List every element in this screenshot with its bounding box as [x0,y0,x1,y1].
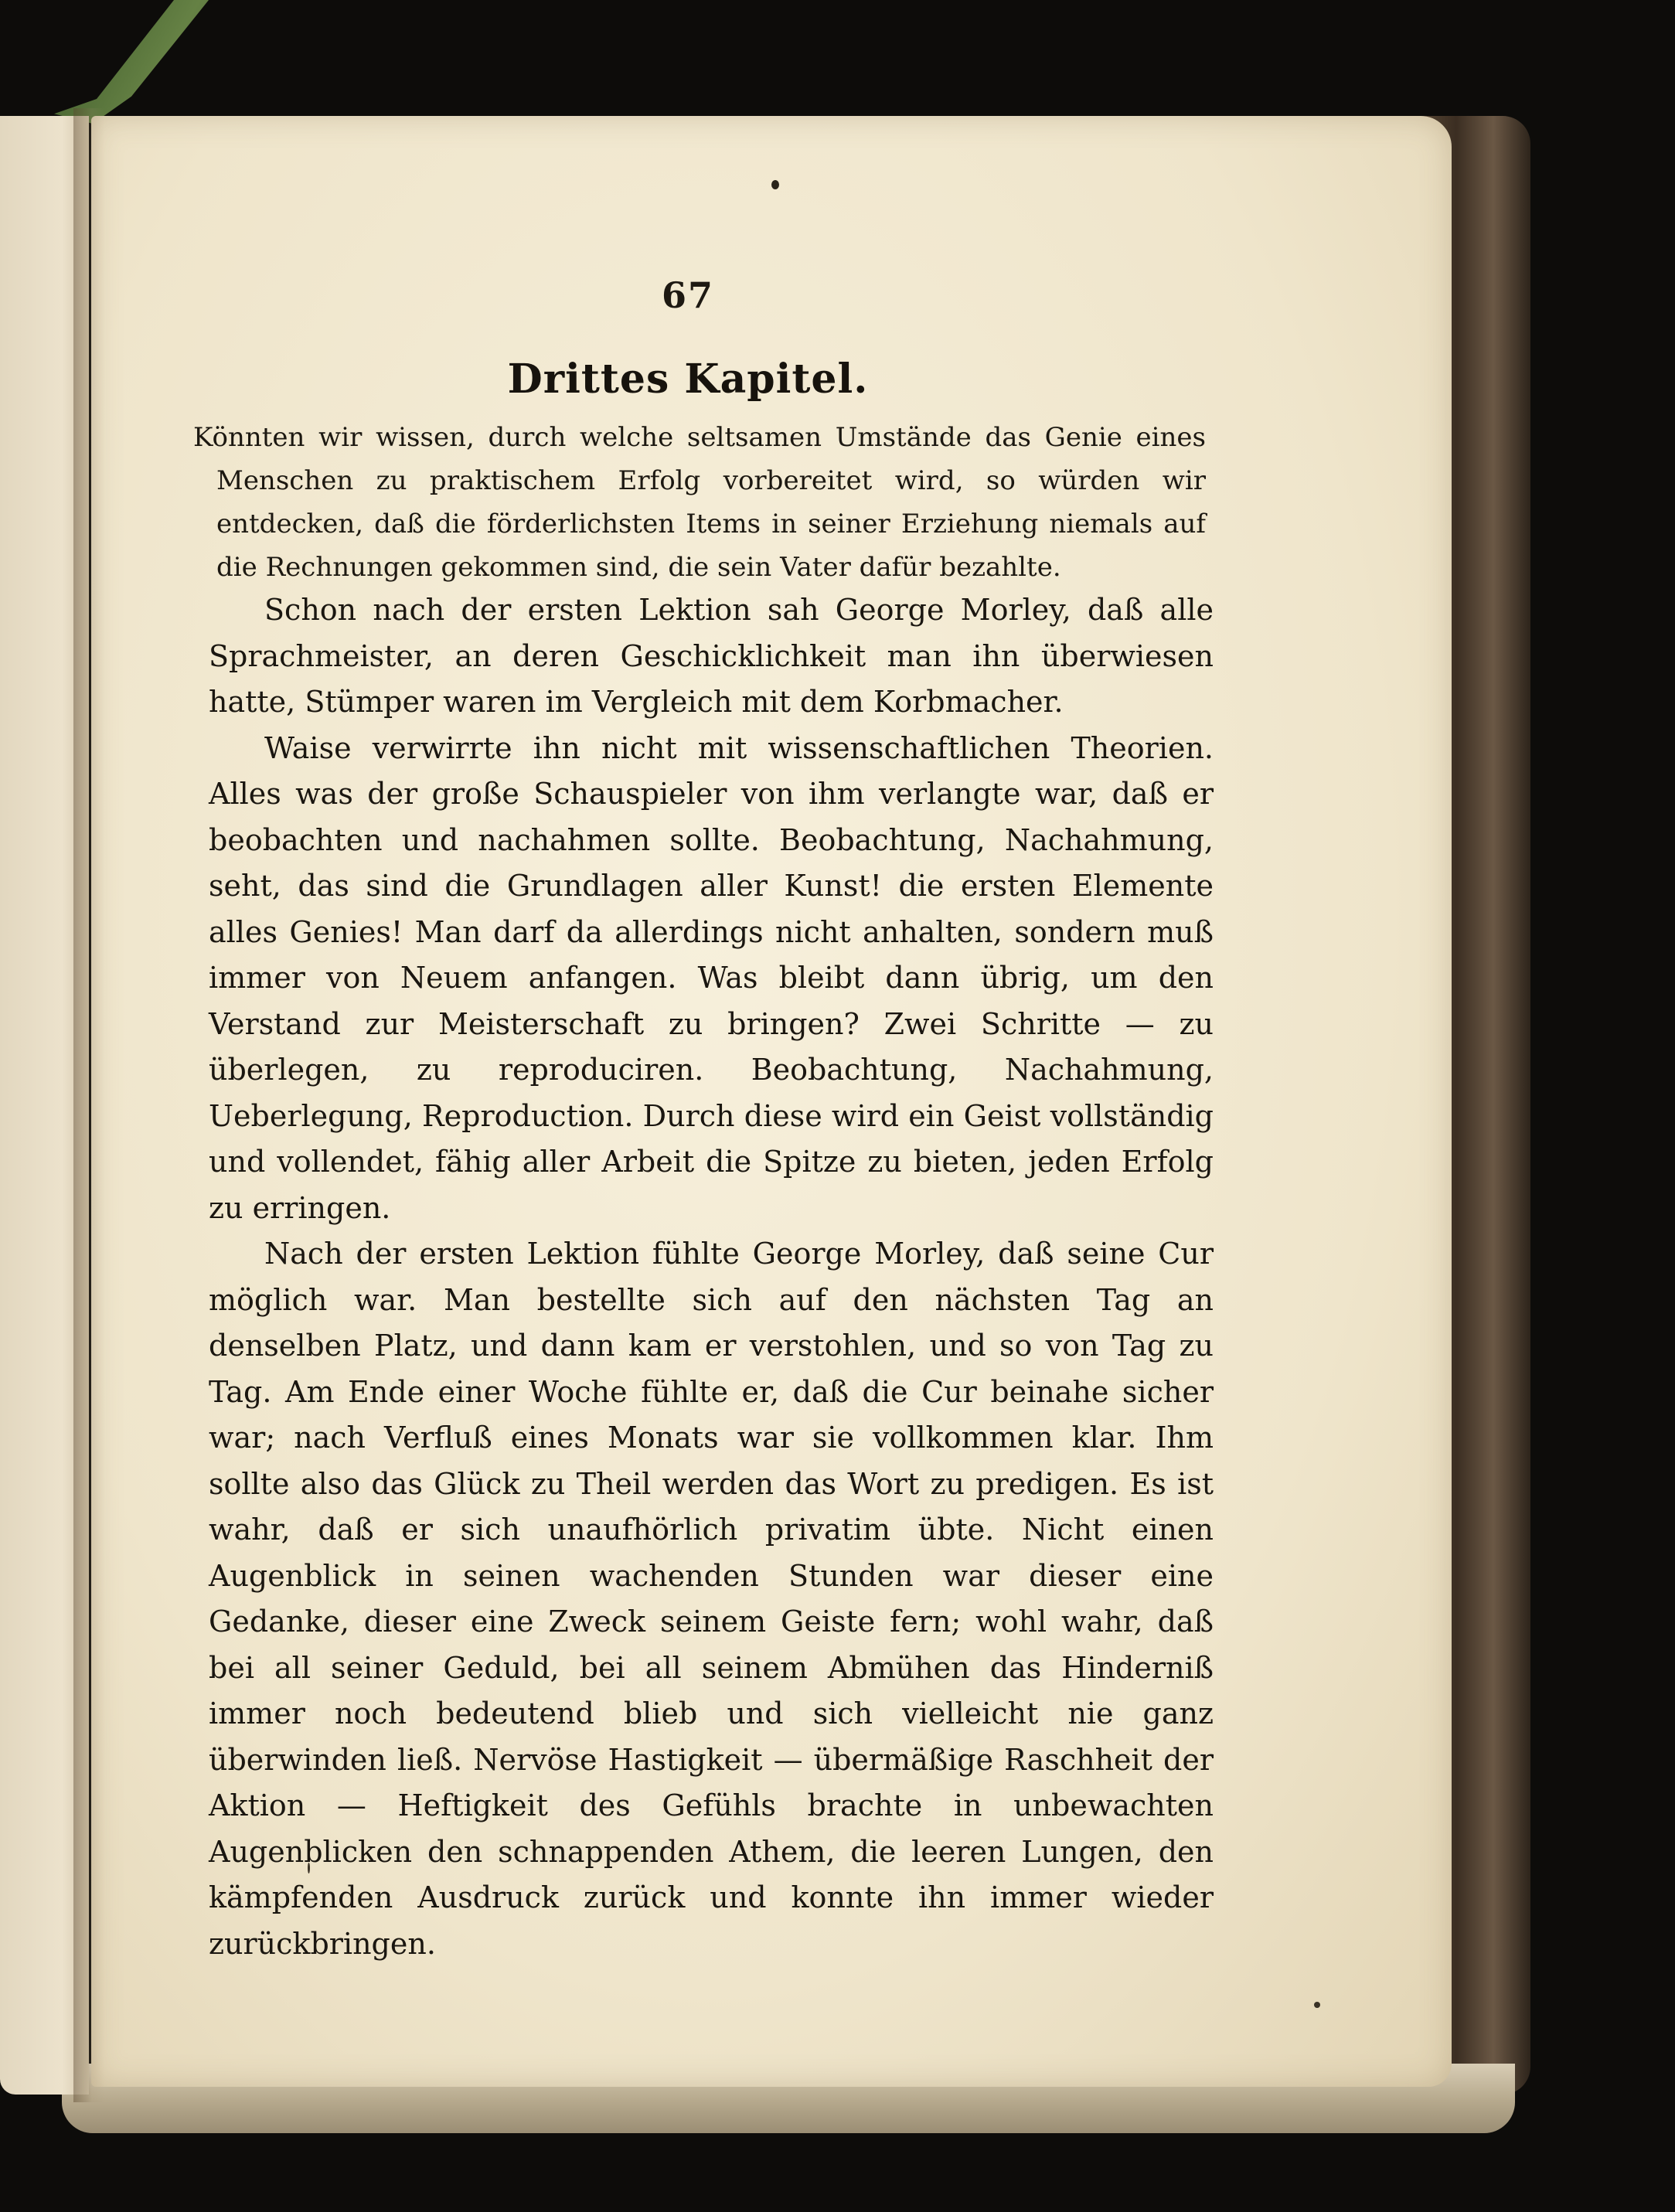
paragraph: Schon nach der ersten Lektion sah George Morley, daß alle Sprachmeister, an deren Geschicklichkeit man ihn überwiesen hatte, Stümper waren im Vergleich mit dem Korbmacher. [209,593,1214,719]
summary-text: Könnten wir wissen, durch welche seltsamen Umstände das Genie eines Menschen zu praktischem Erfolg vorbereitet wird, so würden wir entdecken, daß die förderlichsten Items in seiner Erziehung niemals auf die Rechnungen gekommen sind, die sein Vater dafür bezahlte. [193,422,1206,583]
chapter-summary [193,416,1206,589]
paragraph: Nach der ersten Lektion fühlte George Morley, daß seine Cur möglich war. Man bestellte sich auf den nächsten Tag an denselben Platz, und dann kam er verstohlen, und so von Tag zu Tag. Am Ende einer Woche fühlte er, daß die Cur beinahe sicher war; nach Verfluß eines Monats war sie vollkommen klar. Ihm sollte also das Glück zu Theil werden das Wort zu predigen. Es ist wahr, daß er sich unaufhörlich privatim übte. Nicht einen Augenblick in seinen wachenden Stunden war dieser eine Gedanke, dieser eine Zweck seinem Geiste fern; wohl wahr, daß bei all seiner Geduld, bei all seinem Abmühen das Hinderniß immer noch bedeutend blieb und sich vielleicht nie ganz überwinden ließ. Nervöse Hastigkeit — übermäßige Raschheit der Aktion — Heftigkeit des Gefühls brachte in unbewachten Augenblicken den schnappenden Athem, die leeren Lungen, den kämpfenden Ausdruck zurück und konnte ihn immer wieder zurückbringen. [209,1237,1214,1961]
page-gutter [73,108,104,2102]
paper-speck [1314,2002,1320,2008]
ink-dot [771,180,779,189]
page-number: 67 [661,274,714,316]
chapter-title: Drittes Kapitel. [507,356,869,403]
paragraph: Waise verwirrte ihn nicht mit wissenschaftlichen Theorien. Alles was der große Schauspieler von ihm verlangte war, daß er beobachten und nachahmen sollte. Beobachtung, Nachahmung, seht, das sind die Grundlagen aller Kunst! die ersten Elemente alles Genies! Man darf da allerdings nicht anhalten, sondern muß immer von Neuem anfangen. Was bleibt dann übrig, um den Verstand zur Meisterschaft zu bringen? Zwei Schritte — zu überlegen, zu reproduciren. Beobachtung, Nachahmung, Ueberlegung, Reproduction. Durch diese wird ein Geist vollständig und vollendet, fähig aller Arbeit die Spitze zu bieten, jeden Erfolg zu erringen. [209,730,1214,1225]
ribbon-bookmark [54,0,247,124]
body-text [209,587,1214,1967]
